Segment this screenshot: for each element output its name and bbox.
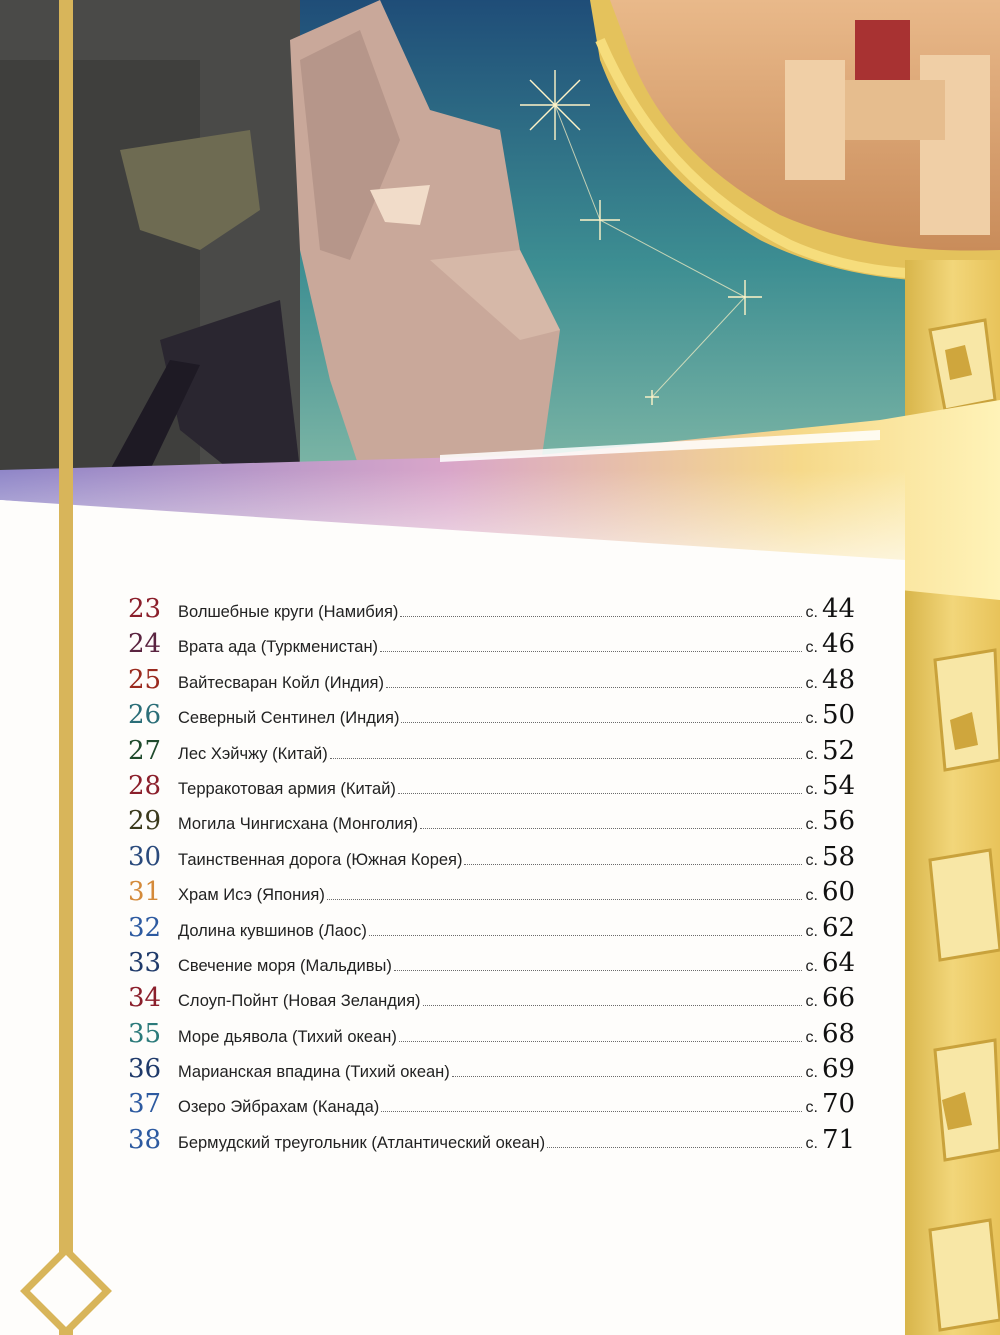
toc-entry-page: 70 xyxy=(822,1089,856,1120)
toc-entry-number: 24 xyxy=(128,629,162,660)
toc-entry-number: 33 xyxy=(128,947,162,978)
toc-entry-page: 71 xyxy=(822,1124,856,1155)
toc-dot-leader xyxy=(464,864,801,865)
toc-entry[interactable] xyxy=(128,841,858,879)
toc-entry-page: 68 xyxy=(822,1018,856,1049)
toc-dot-leader xyxy=(399,1041,802,1042)
toc-entry[interactable] xyxy=(128,947,858,985)
toc-entry[interactable] xyxy=(128,1091,858,1126)
toc-page-prefix: с. xyxy=(805,639,818,657)
toc-entry-title: Храм Исэ (Япония) xyxy=(178,886,325,905)
toc-entry-number: 31 xyxy=(128,877,162,908)
toc-entry-number: 28 xyxy=(128,770,162,801)
toc-entry-page: 66 xyxy=(822,983,856,1014)
toc-entry-page: 46 xyxy=(822,629,856,660)
toc-entry-title: Море дьявола (Тихий океан) xyxy=(178,1027,397,1046)
toc-dot-leader xyxy=(547,1147,801,1148)
toc-entry[interactable] xyxy=(128,664,858,702)
toc-entry[interactable] xyxy=(128,702,858,737)
toc-page-prefix: с. xyxy=(805,780,818,798)
toc-page-prefix: с. xyxy=(805,710,818,728)
toc-entry-page: 54 xyxy=(822,770,856,801)
toc-entry-page: 56 xyxy=(822,806,856,837)
toc-dot-leader xyxy=(327,899,802,900)
toc-entry[interactable] xyxy=(128,631,858,666)
toc-entry-number: 23 xyxy=(128,594,162,624)
toc-entry[interactable] xyxy=(128,879,858,914)
toc-page-prefix: с. xyxy=(805,993,818,1011)
toc-entry-number: 25 xyxy=(128,664,162,695)
toc-entry-number: 34 xyxy=(128,983,162,1014)
toc-entry-title: Таинственная дорога (Южная Корея) xyxy=(178,850,463,869)
toc-entry[interactable] xyxy=(128,1056,858,1091)
toc-entry-number: 36 xyxy=(128,1054,162,1085)
toc-page-prefix: с. xyxy=(805,674,818,692)
toc-page-prefix: с. xyxy=(805,851,818,869)
toc-dot-leader xyxy=(394,970,802,971)
toc-entry-number: 29 xyxy=(128,806,162,837)
toc-page-prefix: с. xyxy=(805,604,818,621)
toc-page-prefix: с. xyxy=(805,816,818,834)
toc-entry[interactable] xyxy=(128,735,858,773)
toc-dot-leader xyxy=(380,651,801,652)
toc-dot-leader xyxy=(330,758,802,759)
toc-entry-page: 58 xyxy=(822,841,856,872)
toc-entry-number: 35 xyxy=(128,1018,162,1049)
toc-entry-title: Озеро Эйбрахам (Канада) xyxy=(178,1098,380,1117)
toc-dot-leader xyxy=(452,1076,802,1077)
toc-entry-page: 64 xyxy=(822,947,856,978)
toc-page-prefix: с. xyxy=(805,1134,818,1152)
toc-dot-leader xyxy=(386,687,802,688)
toc-dot-leader xyxy=(400,616,801,617)
toc-entry-number: 26 xyxy=(128,700,162,731)
toc-entry[interactable] xyxy=(128,912,858,950)
toc-entry-title: Долина кувшинов (Лаос) xyxy=(178,921,367,940)
toc-dot-leader xyxy=(423,1005,802,1006)
toc-entry-page: 44 xyxy=(822,594,856,624)
toc-entry[interactable] xyxy=(128,596,858,631)
toc-entry[interactable] xyxy=(128,770,858,808)
toc-entry-title: Северный Сентинел (Индия) xyxy=(178,709,400,728)
toc-entry-title: Волшебные круги (Намибия) xyxy=(178,603,399,621)
toc-entry-page: 62 xyxy=(822,912,856,943)
toc-dot-leader xyxy=(398,793,802,794)
toc-entry-number: 27 xyxy=(128,735,162,766)
toc-entry-title: Марианская впадина (Тихий океан) xyxy=(178,1063,450,1082)
toc-page-prefix: с. xyxy=(805,1099,818,1117)
toc-entry-title: Бермудский треугольник (Атлантический океан) xyxy=(178,1133,546,1152)
toc-entry-title: Свечение моря (Мальдивы) xyxy=(178,956,392,975)
toc-dot-leader xyxy=(420,828,801,829)
toc-entry[interactable] xyxy=(128,1124,858,1162)
toc-dot-leader xyxy=(369,935,802,936)
table-of-contents xyxy=(128,596,858,1162)
toc-page-prefix: с. xyxy=(805,887,818,905)
toc-entry-page: 48 xyxy=(822,664,856,695)
toc-entry-title: Терракотовая армия (Китай) xyxy=(178,779,396,798)
toc-dot-leader xyxy=(381,1111,801,1112)
toc-entry-page: 69 xyxy=(822,1054,856,1085)
toc-page-prefix: с. xyxy=(805,745,818,763)
toc-entry-number: 37 xyxy=(128,1089,162,1120)
toc-entry[interactable] xyxy=(128,985,858,1020)
toc-entry-number: 32 xyxy=(128,912,162,943)
toc-entry-number: 30 xyxy=(128,841,162,872)
toc-entry-title: Врата ада (Туркменистан) xyxy=(178,638,379,657)
toc-entry-page: 52 xyxy=(822,735,856,766)
toc-entry-page: 50 xyxy=(822,700,856,731)
toc-entry-title: Вайтесваран Койл (Индия) xyxy=(178,673,384,692)
toc-entry[interactable] xyxy=(128,808,858,843)
toc-page-prefix: с. xyxy=(805,922,818,940)
toc-dot-leader xyxy=(401,722,801,723)
toc-entry[interactable] xyxy=(128,1018,858,1056)
toc-entry-title: Слоуп-Пойнт (Новая Зеландия) xyxy=(178,992,421,1011)
toc-entry-page: 60 xyxy=(822,877,856,908)
toc-entry-number: 38 xyxy=(128,1124,162,1155)
toc-entry-title: Лес Хэйчжу (Китай) xyxy=(178,744,328,763)
toc-page-prefix: с. xyxy=(805,1028,818,1046)
toc-entry-title: Могила Чингисхана (Монголия) xyxy=(178,815,419,834)
toc-page-prefix: с. xyxy=(805,1064,818,1082)
toc-page-prefix: с. xyxy=(805,957,818,975)
